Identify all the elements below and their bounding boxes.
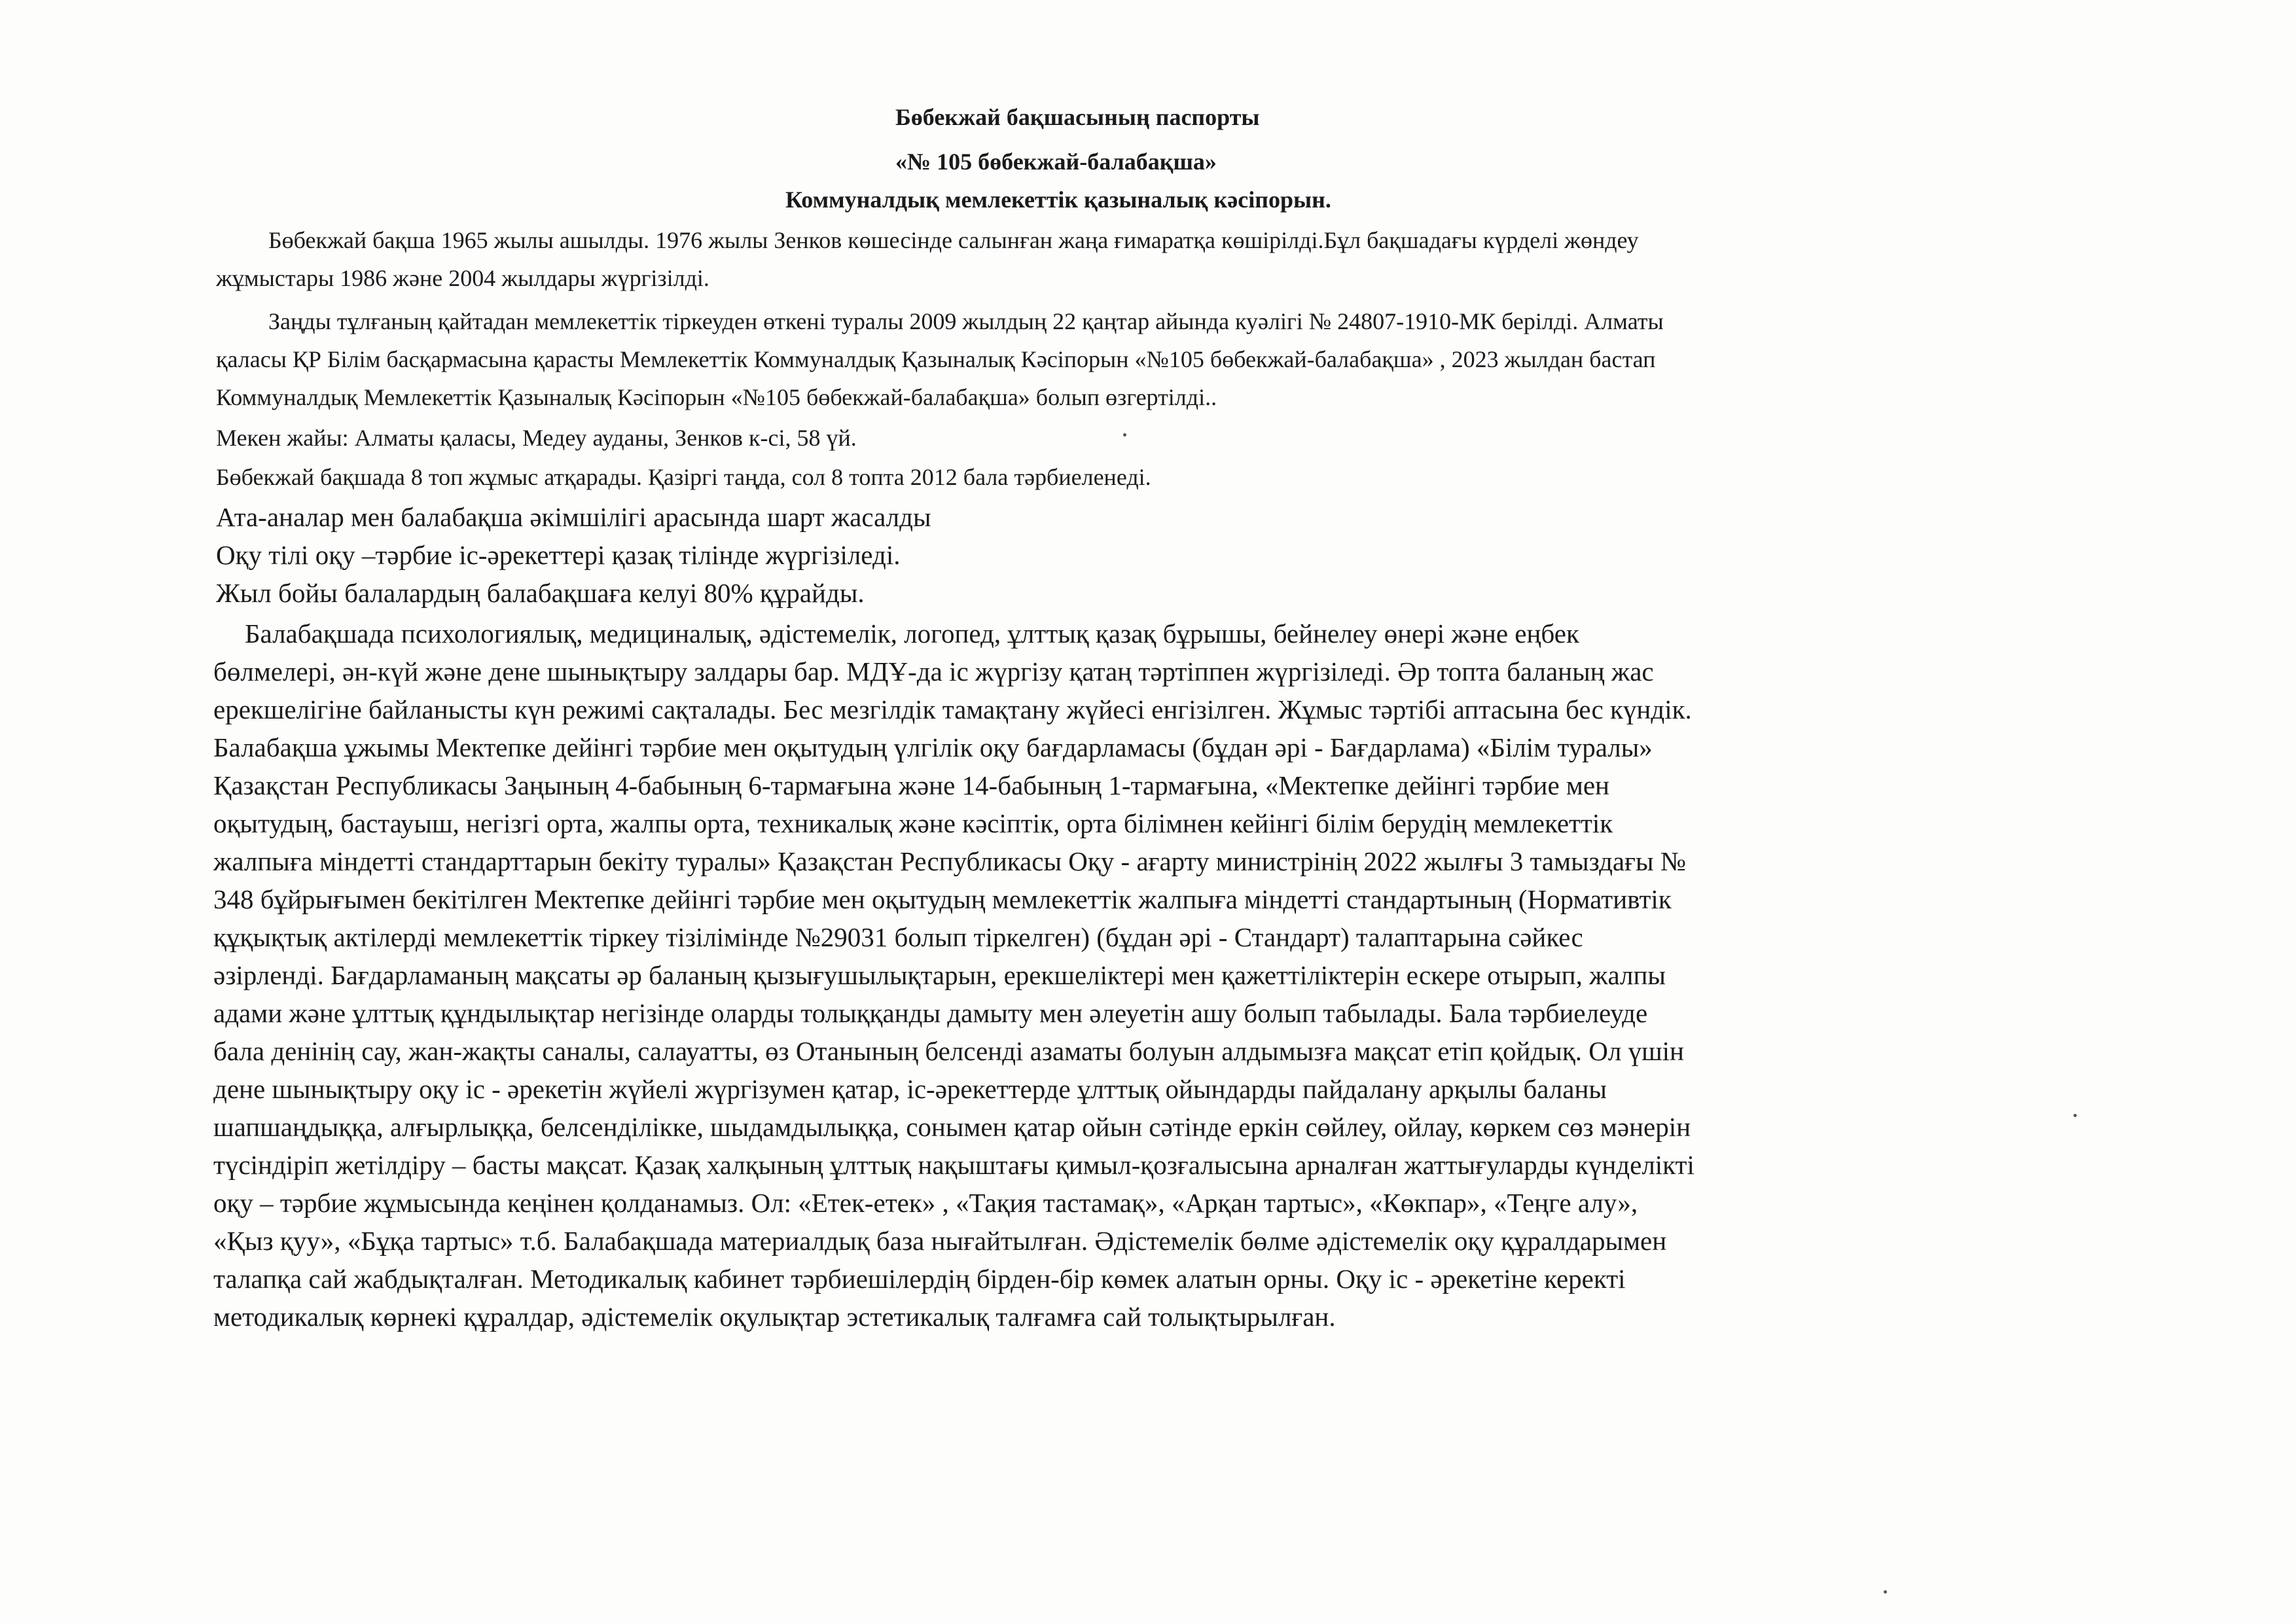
- text-line: адами және ұлттық құндылықтар негізінде оларды толыққанды дамыту мен әлеуетін ашу болып табылады. Бала тәрбиелеуде: [213, 998, 1648, 1028]
- text-line: Балабақша ұжымы Мектепке дейінгі тәрбие мен оқытудың үлгілік оқу бағдарламасы (бұдан әрі - Бағдарлама) «Білім туралы»: [213, 732, 1653, 762]
- text-line: Оқу тілі оқу –тәрбие іс-әрекеттері қазақ тілінде жүргізіледі.: [216, 540, 901, 570]
- text-line: оқу – тәрбие жұмысында кеңінен қолданамыз. Ол: «Етек-етек» , «Тақия тастамақ», «Арқан тартыс», «Көкпар», «Теңге алу»,: [213, 1188, 1638, 1218]
- text-line: методикалық көрнекі құралдар, әдістемелік оқулықтар эстетикалық талғамға сай толықтырылған.: [213, 1302, 1336, 1332]
- text-line: жұмыстары 1986 және 2004 жылдары жүргізілді.: [216, 265, 709, 291]
- text-line: жалпыға міндетті стандарттарын бекіту туралы» Қазақстан Республикасы Оқу - ағарту министрінің 2022 жылғы 3 тамыздағы №: [213, 846, 1686, 876]
- organization-name: «№ 105 бөбекжай-балабақша»: [895, 149, 1217, 175]
- text-line: талапқа сай жабдықталған. Методикалық кабинет тәрбиешілердің бірден-бір көмек алатын орны. Оқу іс - әрекетіне керекті: [213, 1264, 1626, 1294]
- text-line: дене шынықтыру оқу іс - әрекетін жүйелі жүргізумен қатар, іс-әрекеттерде ұлттық ойындарды пайдалану арқылы баланы: [213, 1074, 1607, 1104]
- organization-type: Коммуналдық мемлекеттік қазыналық кәсіпорын.: [785, 187, 1331, 213]
- text-line: оқытудың, бастауыш, негізгі орта, жалпы орта, техникалық және кәсіптік, орта білімнен кейінгі білім берудің мемлекеттік: [213, 808, 1613, 838]
- text-line: шапшаңдыққа, алғырлыққа, белсенділікке, шыдамдылыққа, сонымен қатар ойын сәтінде еркін сөйлеу, ойлау, көркем сөз мәнерін: [213, 1112, 1691, 1142]
- text-line: «Қыз қуу», «Бұқа тартыс» т.б. Балабақшада материалдық база нығайтылған. Әдістемелік бөлме әдістемелік оқу құралдарымен: [213, 1226, 1667, 1256]
- scan-speck: [1123, 433, 1126, 437]
- address-line: Мекен жайы: Алматы қаласы, Медеу ауданы, Зенков к-сі, 58 үй.: [216, 425, 857, 451]
- text-line: Бөбекжай бақша 1965 жылы ашылды. 1976 жылы Зенков көшесінде салынған жаңа ғимаратқа көшірілді.Бұл бақшадағы күрделі жөндеу: [268, 227, 1639, 253]
- document-title: Бөбекжай бақшасының паспорты: [895, 104, 1260, 130]
- scan-speck: [1884, 1590, 1887, 1594]
- text-line: Заңды тұлғаның қайтадан мемлекеттік тіркеуден өткені туралы 2009 жылдың 22 қаңтар айында куәлігі № 24807-1910-МК берілді. Алматы: [268, 308, 1664, 334]
- text-line: ерекшелігіне байланысты күн режимі сақталады. Бес мезгілдік тамақтану жүйесі енгізілген. Жұмыс тәртібі аптасына бес күндік.: [213, 694, 1692, 724]
- text-line: бөлмелері, ән-күй және дене шынықтыру залдары бар. МДҰ-да іс жүргізу қатаң тәртіппен жүргізіледі. Әр топта баланың жас: [213, 656, 1654, 687]
- text-line: 348 бұйрығымен бекітілген Мектепке дейінгі тәрбие мен оқытудың мемлекеттік жалпыға міндетті стандартының (Нормативтік: [213, 884, 1672, 914]
- text-line: Коммуналдық Мемлекеттік Қазыналық Кәсіпорын «№105 бөбекжай-балабақша» болып өзгертілді..: [216, 384, 1217, 410]
- text-line: Ата-аналар мен балабақша әкімшілігі арасында шарт жасалды: [216, 502, 931, 532]
- text-line: түсіндіріп жетілдіру – басты мақсат. Қазақ халқының ұлттық нақыштағы қимыл-қозғалысына арналған жаттығуларды күнделікті: [213, 1150, 1695, 1180]
- text-line: Балабақшада психологиялық, медициналық, әдістемелік, логопед, ұлттық қазақ бұрышы, бейнелеу өнері және еңбек: [245, 618, 1579, 649]
- text-line: қаласы ҚР Білім басқармасына қарасты Мемлекеттік Коммуналдық Қазыналық Кәсіпорын «№105 бөбекжай-балабақша» , 2023 жылдан бастап: [216, 346, 1656, 372]
- text-line: бала денінің сау, жан-жақты саналы, салауатты, өз Отанының белсенді азаматы болуын алдымызға мақсат етіп қойдық. Ол үшін: [213, 1036, 1684, 1066]
- scan-speck: [2073, 1114, 2077, 1117]
- text-line: Жыл бойы балалардың балабақшаға келуі 80% құрайды.: [216, 578, 865, 608]
- text-line: құқықтық актілерді мемлекеттік тіркеу тізілімінде №29031 болып тіркелген) (бұдан әрі - Стандарт) талаптарына сәйкес: [213, 922, 1583, 952]
- text-line: Бөбекжай бақшада 8 топ жұмыс атқарады. Қазіргі таңда, сол 8 топта 2012 бала тәрбиеленеді.: [216, 464, 1151, 490]
- text-line: Қазақстан Республикасы Заңының 4-бабының 6-тармағына және 14-бабының 1-тармағына, «Мектепке дейінгі тәрбие мен: [213, 770, 1610, 800]
- text-line: әзірленді. Бағдарламаның мақсаты әр баланың қызығушылықтарын, ерекшеліктері мен қажеттіліктерін ескере отырып, жалпы: [213, 960, 1666, 990]
